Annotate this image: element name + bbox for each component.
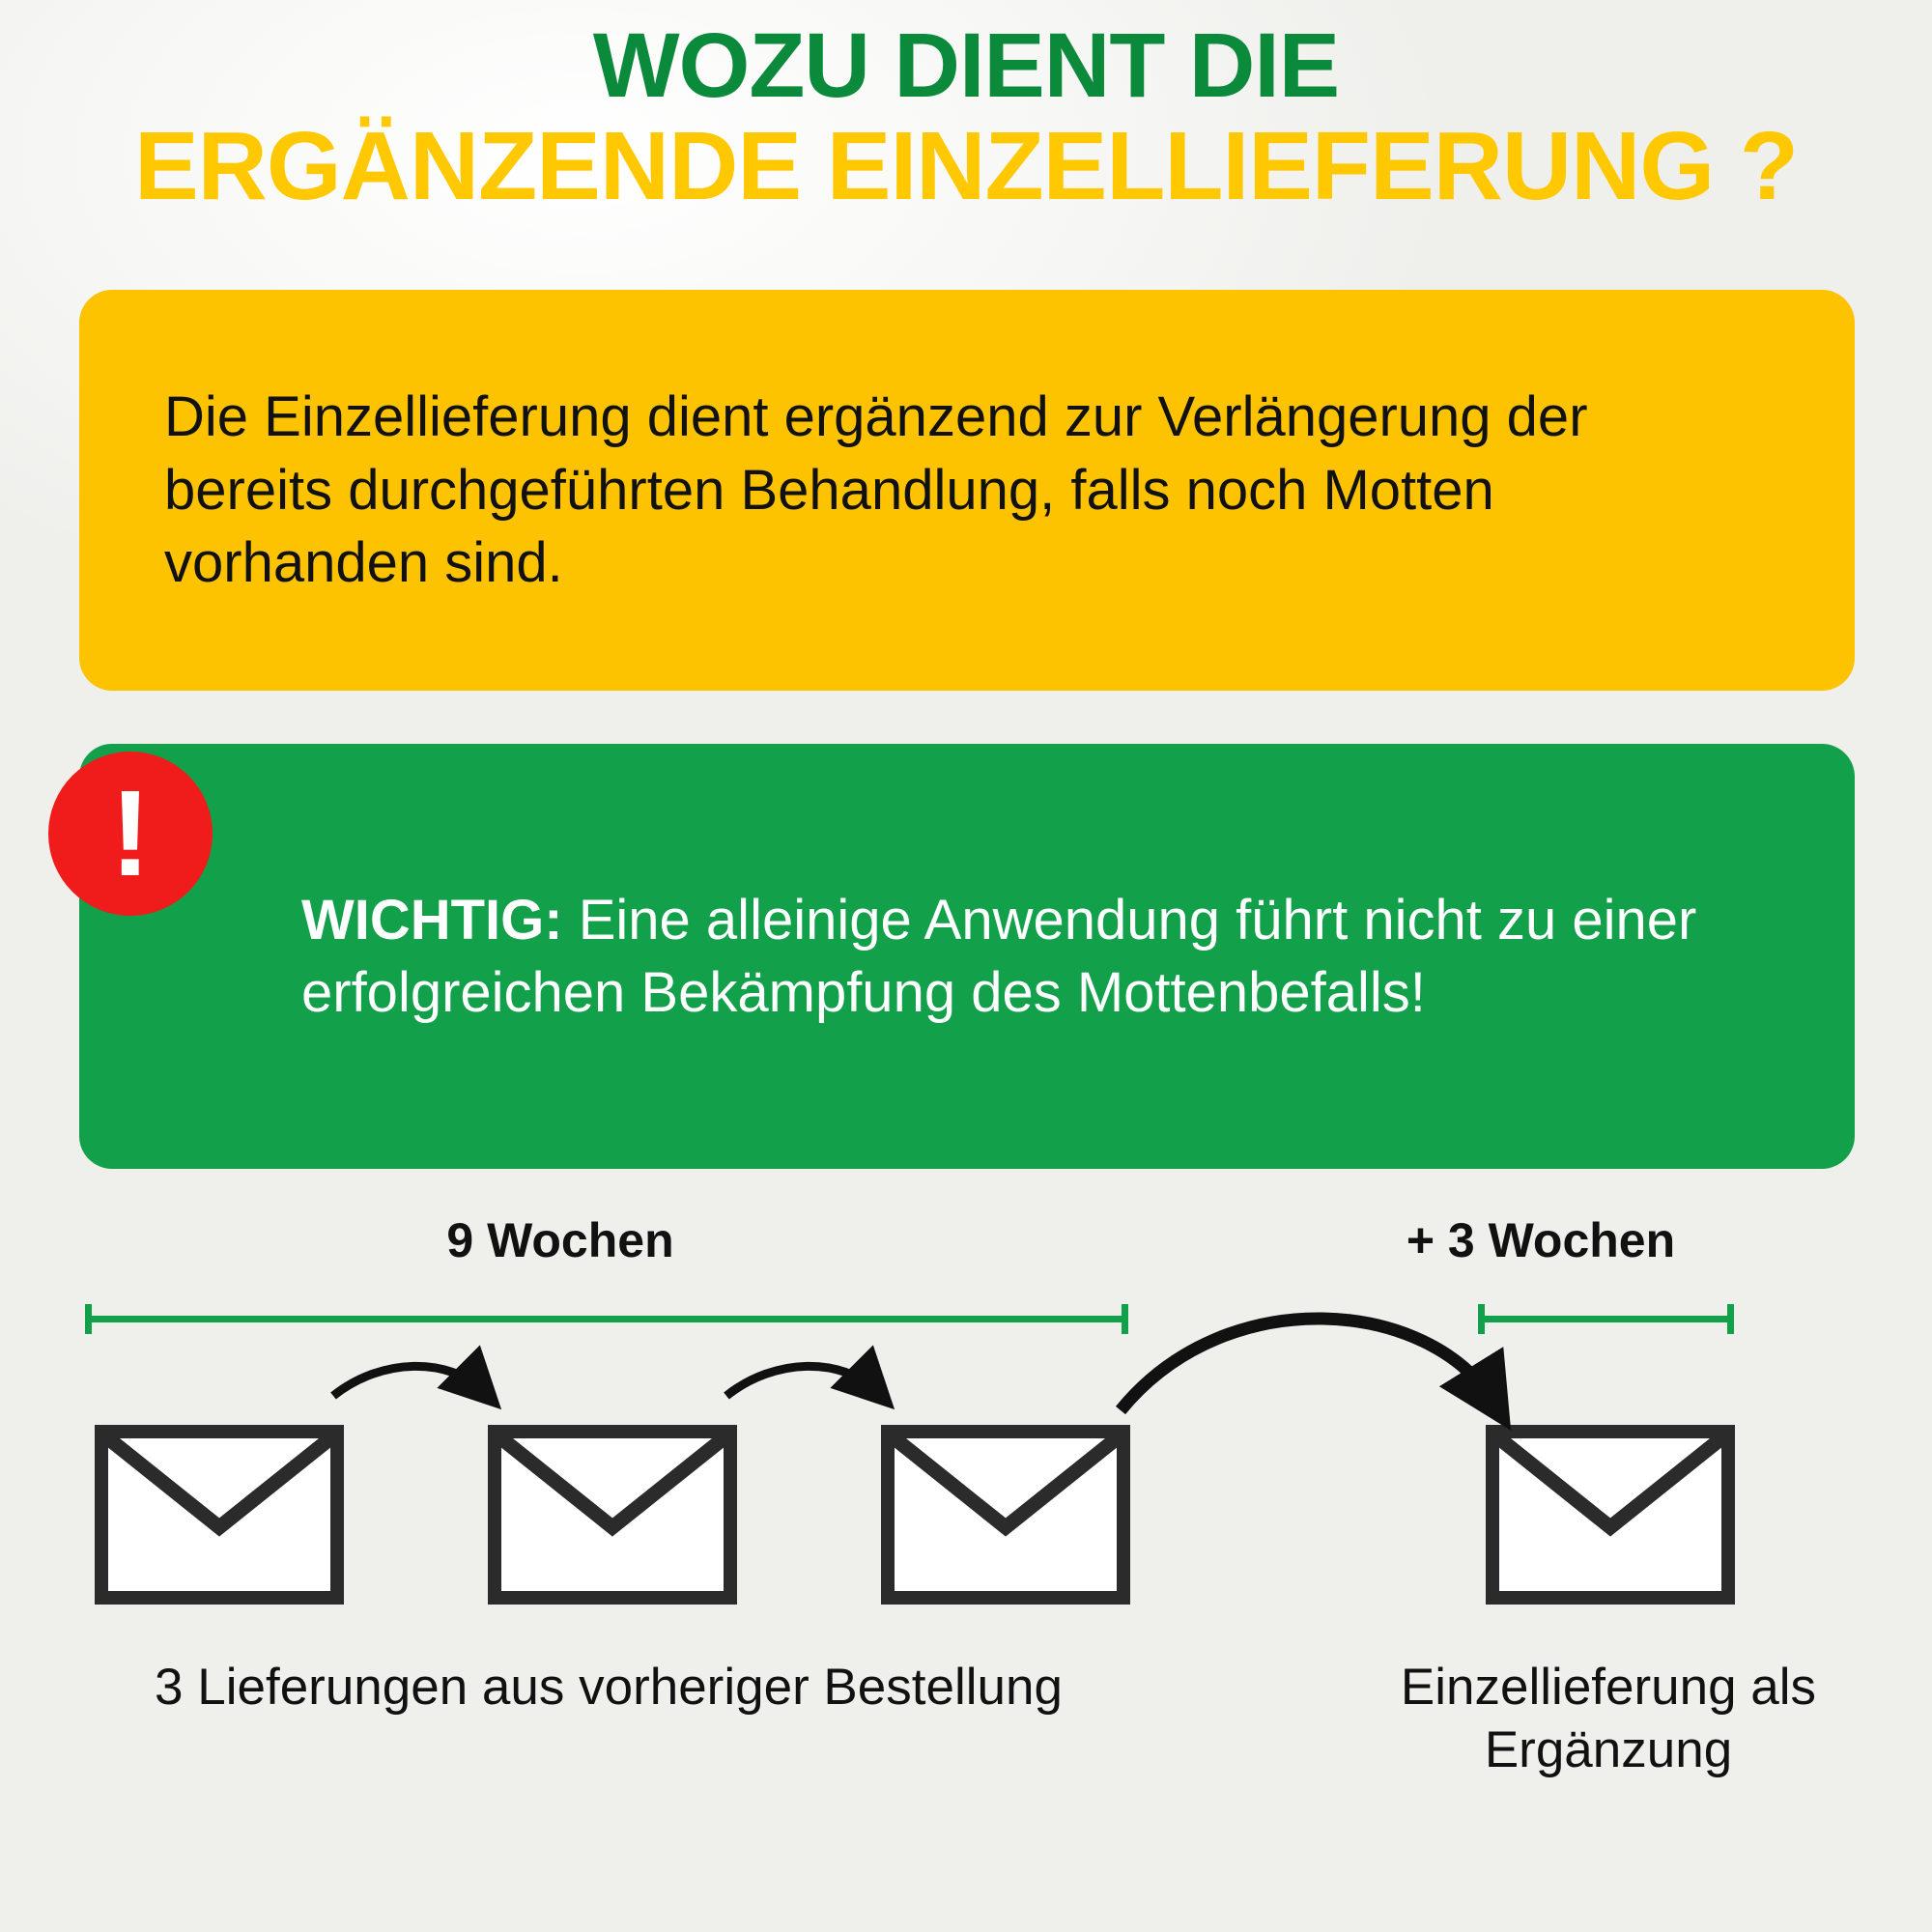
bracket-left (85, 1304, 1128, 1333)
exclamation-icon: ! (48, 752, 213, 916)
delivery-timeline (0, 1212, 1932, 1932)
bracket-right-bar (1478, 1316, 1734, 1322)
page-title (0, 0, 1932, 220)
envelope-flap-shape (108, 1438, 330, 1591)
envelope-flap-2 (501, 1438, 724, 1591)
envelope-icon-4 (1486, 1425, 1735, 1605)
envelope-icon-1 (95, 1425, 344, 1605)
envelope-flap-shape (501, 1438, 724, 1591)
warning-card (79, 744, 1855, 1169)
envelope-flap-shape (1499, 1438, 1721, 1591)
arrow-2-3 (726, 1366, 876, 1396)
arrow-3-4 (1121, 1319, 1492, 1410)
title-line-2: ERGÄNZENDE EINZELLIEFERUNG ? (133, 111, 1799, 220)
bracket-left-cap-start (85, 1304, 92, 1334)
warning-card-text (79, 884, 1855, 1030)
bracket-right-cap-start (1478, 1304, 1485, 1334)
bracket-right (1478, 1304, 1734, 1333)
bracket-left-cap-end (1122, 1304, 1128, 1334)
envelope-flap-4 (1499, 1438, 1721, 1591)
bracket-right-cap-end (1727, 1304, 1734, 1334)
caption-left: 3 Lieferungen aus vorheriger Bestellung (155, 1659, 1063, 1716)
title-line-1: WOZU DIENT DIE (592, 14, 1340, 117)
timeline-label-right: + 3 Wochen (1406, 1213, 1676, 1267)
info-card-text: Die Einzellieferung dient ergänzend zur Verlängerung der bereits durchgeführten Behandlung, falls noch Motten vorhanden sind. (164, 385, 1588, 595)
envelope-flap-1 (108, 1438, 330, 1591)
envelope-icon-2 (488, 1425, 737, 1605)
warning-label: WICHTIG: (301, 888, 563, 952)
envelope-flap-3 (895, 1438, 1117, 1591)
info-card (79, 290, 1855, 691)
caption-right: Einzellieferung als Ergänzung (1400, 1659, 1817, 1778)
envelope-icon-3 (881, 1425, 1130, 1605)
warning-text: Eine alleinige Anwendung führt nicht zu einer erfolgreichen Bekämpfung des Mottenbefalls! (301, 888, 1697, 1024)
arrow-1-2 (333, 1366, 483, 1396)
timeline-label-left: 9 Wochen (446, 1213, 674, 1267)
bracket-left-bar (85, 1316, 1128, 1322)
envelope-flap-shape (895, 1438, 1117, 1591)
